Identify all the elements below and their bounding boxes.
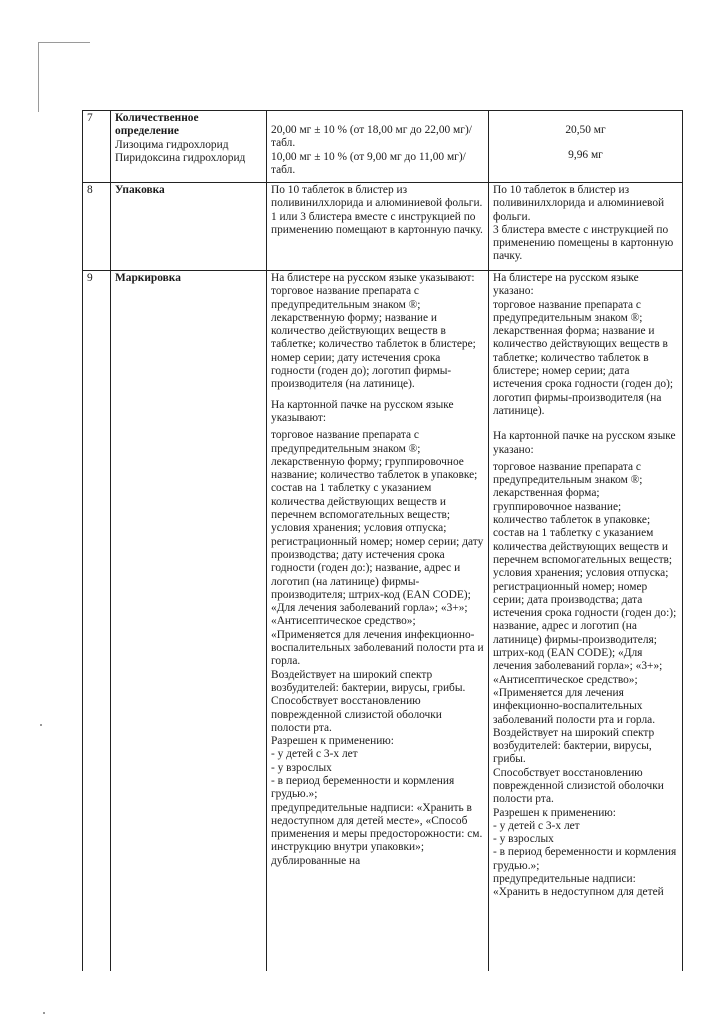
- parameter-cell: [111, 271, 267, 971]
- scan-edge-line-left: [38, 42, 39, 112]
- allowed-heading: Разрешен к применению:: [493, 806, 616, 819]
- spec-text: 20,00 мг ± 10 % (от 18,00 мг до 22,00 мг)/табл.: [271, 124, 472, 150]
- allowed-item: - у взрослых: [493, 833, 554, 846]
- actual-text: 20,50 мг: [565, 124, 606, 136]
- scan-edge-line-top: [38, 42, 90, 43]
- row-number: 7: [83, 111, 111, 183]
- box-text: торговое название препарата с предупредительным знаком ®; лекарственная форма; группировочное название; количество таблеток в упаковке; состав на 1 таблетку с указанием количества действующих веществ и перечнем вспомогательных веществ; условия хранения; условия отпуска; регистрационный номер; номер серии; дата производства; дата истечения срока годности (годен до:); название, адрес и логотип (на латинице) фирмы-производителя; штрих-код (EAN CODE); «Для лечения заболеваний горла»; «3+»; «Антисептическое средство»; «Применяется для лечения инфекционно-воспалительных заболеваний полости рта и горла.: [493, 460, 677, 726]
- box-intro: На картонной пачке на русском языке указано:: [493, 430, 676, 456]
- actual-cell: [489, 271, 683, 971]
- table-row: [83, 271, 683, 971]
- spec-text: По 10 таблеток в блистер из поливинилхлорида и алюминиевой фольги.: [271, 184, 483, 210]
- scan-speck: [43, 1012, 45, 1014]
- blister-text: торговое название препарата с предупредительным знаком ®; лекарственная форма; название и количество действующих веществ в таблетке; количество таблеток в блистере; номер серии; дата истечения срока годности (годен до); логотип фирмы-производителя (на латинице).: [493, 298, 674, 417]
- row-number: 8: [83, 183, 111, 271]
- effect-text: Воздействует на широкий спектр возбудителей: бактерии, вирусы, грибы.: [493, 726, 655, 766]
- parameter-cell: [111, 183, 267, 271]
- blister-intro: На блистере на русском языке указывают:: [271, 272, 475, 284]
- blister-text: торговое название препарата с предупредительным знаком ®; лекарственную форму; название и количество действующих веществ в таблетке; количество таблеток в блистере; номер серии; дату истечения срока годности (годен до); логотип фирмы-производителя (на латинице).: [271, 285, 476, 391]
- actual-cell: [489, 183, 683, 271]
- spec-text: 1 или 3 блистера вместе с инструкцией по применению помещают в картонную пачку.: [271, 210, 483, 236]
- spec-cell: [267, 271, 489, 971]
- effect-text: Воздействует на широкий спектр возбудителей: бактерии, вирусы, грибы.: [271, 668, 466, 694]
- parameter-sub: Лизоцима гидрохлорид: [115, 138, 229, 151]
- allowed-heading: Разрешен к применению:: [271, 735, 394, 748]
- restore-text: Способствует восстановлению поврежденной слизистой оболочки полости рта.: [271, 695, 442, 734]
- blister-intro: На блистере на русском языке указано:: [493, 272, 639, 298]
- spec-cell: [267, 111, 489, 183]
- warnings-text: предупредительные надписи: «Хранить в недоступном для детей: [493, 873, 664, 899]
- allowed-item: - у детей с 3-х лет: [493, 819, 580, 832]
- box-intro: На картонной пачке на русском языке указывают:: [271, 398, 454, 424]
- row-number: 9: [83, 271, 111, 971]
- table-row: [83, 183, 683, 271]
- parameter-sub: Пиридоксина гидрохлорид: [115, 151, 246, 164]
- allowed-item: - в период беременности и кормления грудью.»;: [271, 774, 455, 801]
- warnings-text: предупредительные надписи: «Хранить в недоступном для детей месте», «Способ применения и меры предосторожности: см. инструкцию внутри упаковки»; дублированные на: [271, 801, 483, 867]
- parameter-heading: Количественное определение: [115, 112, 199, 138]
- scan-speck: [40, 724, 42, 726]
- parameter-heading: Упаковка: [115, 184, 165, 196]
- actual-text: 9,96 мг: [568, 149, 603, 162]
- spec-cell: [267, 183, 489, 271]
- actual-cell: [489, 111, 683, 183]
- spec-text: 10,00 мг ± 10 % (от 9,00 мг до 11,00 мг)/табл.: [271, 150, 466, 176]
- box-text: торговое название препарата с предупредительным знаком ®; лекарственную форму; группировочное название; количество таблеток в упаковке; состав на 1 таблетку с указанием количества действующих веществ и перечнем вспомогательных веществ; условия хранения; условия отпуска; регистрационный номер; номер серии; дату производства; дату истечения срока годности (годен до:); название, адрес и логотип (на латинице) фирмы-производителя; штрих-код (EAN CODE); «Для лечения заболеваний горла»; «3+»; «Антисептическое средство»; «Применяется для лечения инфекционно-воспалительных заболеваний полости рта и горла.: [271, 429, 484, 668]
- parameter-cell: [111, 111, 267, 183]
- actual-text: 3 блистера вместе с инструкцией по применению помещены в картонную пачку.: [493, 223, 674, 263]
- parameter-heading: Маркировка: [115, 272, 181, 284]
- allowed-item: - в период беременности и кормления грудью.»;: [493, 846, 677, 872]
- allowed-item: - у детей с 3-х лет: [271, 748, 358, 761]
- actual-text: По 10 таблеток в блистер из поливинилхлорида и алюминиевой фольги.: [493, 184, 665, 223]
- restore-text: Способствует восстановлению поврежденной слизистой оболочки полости рта.: [493, 766, 664, 806]
- allowed-item: - у взрослых: [271, 761, 332, 774]
- table-row: [83, 111, 683, 183]
- specification-table: [82, 110, 683, 971]
